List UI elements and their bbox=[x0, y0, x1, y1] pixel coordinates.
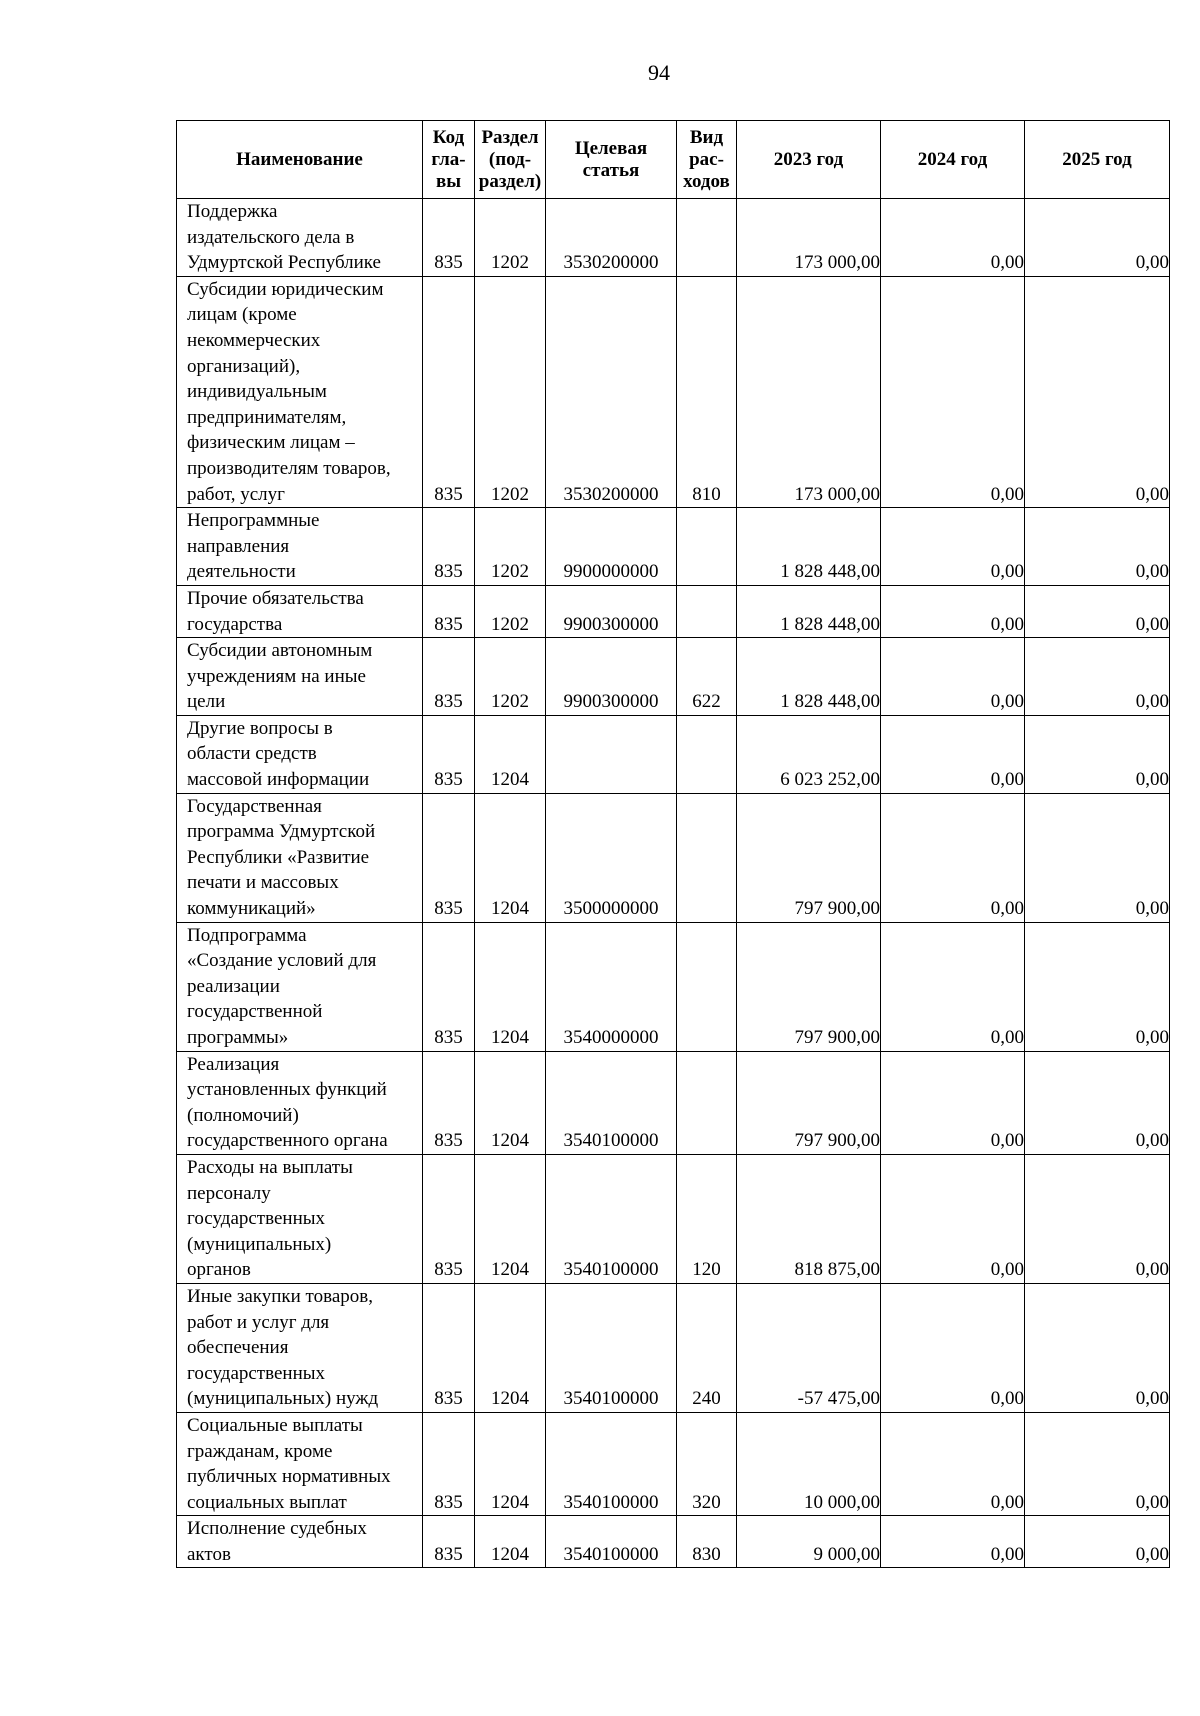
row-amount-2024: 0,00 bbox=[881, 276, 1025, 507]
row-section: 1204 bbox=[475, 1154, 546, 1283]
row-amount-2024: 0,00 bbox=[881, 1412, 1025, 1515]
row-name: Прочие обязательства государства bbox=[177, 585, 423, 637]
row-section: 1204 bbox=[475, 1412, 546, 1515]
row-target: 3540100000 bbox=[546, 1412, 677, 1515]
row-type: 120 bbox=[677, 1154, 737, 1283]
row-code: 835 bbox=[423, 1051, 475, 1154]
table-row bbox=[177, 1412, 1170, 1515]
row-target: 3530200000 bbox=[546, 276, 677, 507]
row-amount-2025: 0,00 bbox=[1025, 638, 1170, 716]
table-row bbox=[177, 1051, 1170, 1154]
row-amount-2025: 0,00 bbox=[1025, 715, 1170, 793]
row-target: 3540100000 bbox=[546, 1154, 677, 1283]
row-amount-2025: 0,00 bbox=[1025, 922, 1170, 1051]
page-number: 94 bbox=[648, 60, 670, 85]
row-code: 835 bbox=[423, 276, 475, 507]
row-type: 830 bbox=[677, 1516, 737, 1568]
row-name: Субсидии автономным учреждениям на иные цели bbox=[177, 638, 423, 716]
row-code: 835 bbox=[423, 793, 475, 922]
row-code: 835 bbox=[423, 922, 475, 1051]
row-amount-2024: 0,00 bbox=[881, 922, 1025, 1051]
row-amount-2025: 0,00 bbox=[1025, 276, 1170, 507]
row-section: 1202 bbox=[475, 585, 546, 637]
row-amount-2023: 10 000,00 bbox=[737, 1412, 881, 1515]
row-type: 810 bbox=[677, 276, 737, 507]
row-name: Другие вопросы в области средств массовой информации bbox=[177, 715, 423, 793]
row-section: 1204 bbox=[475, 715, 546, 793]
table-row bbox=[177, 793, 1170, 922]
row-name: Исполнение судебных актов bbox=[177, 1516, 423, 1568]
table-row bbox=[177, 508, 1170, 586]
row-target: 9900000000 bbox=[546, 508, 677, 586]
row-section: 1204 bbox=[475, 1516, 546, 1568]
header-target: Целевая статья bbox=[546, 121, 677, 199]
row-code: 835 bbox=[423, 585, 475, 637]
row-target: 3530200000 bbox=[546, 199, 677, 277]
row-amount-2025: 0,00 bbox=[1025, 1051, 1170, 1154]
row-amount-2025: 0,00 bbox=[1025, 1412, 1170, 1515]
row-target: 3540000000 bbox=[546, 922, 677, 1051]
table-row bbox=[177, 638, 1170, 716]
row-amount-2025: 0,00 bbox=[1025, 1154, 1170, 1283]
row-amount-2024: 0,00 bbox=[881, 199, 1025, 277]
row-amount-2023: 818 875,00 bbox=[737, 1154, 881, 1283]
row-amount-2023: -57 475,00 bbox=[737, 1283, 881, 1412]
row-code: 835 bbox=[423, 1283, 475, 1412]
row-amount-2024: 0,00 bbox=[881, 508, 1025, 586]
table-row bbox=[177, 1283, 1170, 1412]
row-name: Государственная программа Удмуртской Республики «Развитие печати и массовых коммуникаций» bbox=[177, 793, 423, 922]
row-type: 622 bbox=[677, 638, 737, 716]
table-row bbox=[177, 715, 1170, 793]
row-type bbox=[677, 585, 737, 637]
row-code: 835 bbox=[423, 508, 475, 586]
row-code: 835 bbox=[423, 638, 475, 716]
row-amount-2024: 0,00 bbox=[881, 1516, 1025, 1568]
table-row bbox=[177, 199, 1170, 277]
row-amount-2023: 1 828 448,00 bbox=[737, 585, 881, 637]
table-row bbox=[177, 585, 1170, 637]
row-type bbox=[677, 715, 737, 793]
row-amount-2025: 0,00 bbox=[1025, 508, 1170, 586]
header-2023: 2023 год bbox=[737, 121, 881, 199]
row-section: 1202 bbox=[475, 276, 546, 507]
row-amount-2024: 0,00 bbox=[881, 715, 1025, 793]
budget-table bbox=[176, 120, 1170, 1568]
header-2024: 2024 год bbox=[881, 121, 1025, 199]
row-code: 835 bbox=[423, 1412, 475, 1515]
row-amount-2023: 1 828 448,00 bbox=[737, 508, 881, 586]
row-target: 9900300000 bbox=[546, 585, 677, 637]
header-code: Код гла-вы bbox=[423, 121, 475, 199]
row-section: 1204 bbox=[475, 922, 546, 1051]
row-code: 835 bbox=[423, 199, 475, 277]
row-amount-2024: 0,00 bbox=[881, 1154, 1025, 1283]
row-amount-2025: 0,00 bbox=[1025, 1283, 1170, 1412]
row-name: Иные закупки товаров, работ и услуг для обеспечения государственных (муниципальных) нужд bbox=[177, 1283, 423, 1412]
row-amount-2025: 0,00 bbox=[1025, 793, 1170, 922]
header-section: Раздел (под-раздел) bbox=[475, 121, 546, 199]
row-name: Непрограммные направления деятельности bbox=[177, 508, 423, 586]
row-amount-2024: 0,00 bbox=[881, 1051, 1025, 1154]
table-row bbox=[177, 1516, 1170, 1568]
row-name: Поддержка издательского дела в Удмуртской Республике bbox=[177, 199, 423, 277]
row-amount-2023: 9 000,00 bbox=[737, 1516, 881, 1568]
row-target: 3540100000 bbox=[546, 1283, 677, 1412]
row-name: Социальные выплаты гражданам, кроме публичных нормативных социальных выплат bbox=[177, 1412, 423, 1515]
row-type bbox=[677, 508, 737, 586]
row-amount-2023: 173 000,00 bbox=[737, 199, 881, 277]
row-amount-2025: 0,00 bbox=[1025, 585, 1170, 637]
row-section: 1204 bbox=[475, 1051, 546, 1154]
row-code: 835 bbox=[423, 715, 475, 793]
table-row bbox=[177, 922, 1170, 1051]
row-section: 1202 bbox=[475, 508, 546, 586]
row-amount-2023: 797 900,00 bbox=[737, 1051, 881, 1154]
header-name: Наименование bbox=[177, 121, 423, 199]
row-amount-2025: 0,00 bbox=[1025, 1516, 1170, 1568]
row-amount-2024: 0,00 bbox=[881, 793, 1025, 922]
row-type: 320 bbox=[677, 1412, 737, 1515]
row-target: 3500000000 bbox=[546, 793, 677, 922]
row-name: Реализация установленных функций (полномочий) государственного органа bbox=[177, 1051, 423, 1154]
row-amount-2023: 797 900,00 bbox=[737, 793, 881, 922]
row-amount-2023: 797 900,00 bbox=[737, 922, 881, 1051]
row-code: 835 bbox=[423, 1516, 475, 1568]
row-type bbox=[677, 1051, 737, 1154]
row-amount-2025: 0,00 bbox=[1025, 199, 1170, 277]
table-row bbox=[177, 1154, 1170, 1283]
table-row bbox=[177, 276, 1170, 507]
table-header-row bbox=[177, 121, 1170, 199]
row-amount-2024: 0,00 bbox=[881, 585, 1025, 637]
row-amount-2023: 6 023 252,00 bbox=[737, 715, 881, 793]
row-target: 3540100000 bbox=[546, 1516, 677, 1568]
row-name: Подпрограмма «Создание условий для реализации государственной программы» bbox=[177, 922, 423, 1051]
row-amount-2024: 0,00 bbox=[881, 1283, 1025, 1412]
row-target: 3540100000 bbox=[546, 1051, 677, 1154]
row-section: 1204 bbox=[475, 1283, 546, 1412]
row-type bbox=[677, 922, 737, 1051]
row-type bbox=[677, 793, 737, 922]
row-target: 9900300000 bbox=[546, 638, 677, 716]
row-code: 835 bbox=[423, 1154, 475, 1283]
row-section: 1204 bbox=[475, 793, 546, 922]
header-2025: 2025 год bbox=[1025, 121, 1170, 199]
row-name: Субсидии юридическим лицам (кроме некоммерческих организаций), индивидуальным предпринимателям, физическим лицам – производителям товаров, работ, услуг bbox=[177, 276, 423, 507]
row-section: 1202 bbox=[475, 638, 546, 716]
row-amount-2023: 173 000,00 bbox=[737, 276, 881, 507]
row-amount-2023: 1 828 448,00 bbox=[737, 638, 881, 716]
row-amount-2024: 0,00 bbox=[881, 638, 1025, 716]
row-section: 1202 bbox=[475, 199, 546, 277]
row-type bbox=[677, 199, 737, 277]
row-name: Расходы на выплаты персоналу государственных (муниципальных) органов bbox=[177, 1154, 423, 1283]
header-type: Вид рас-ходов bbox=[677, 121, 737, 199]
row-target bbox=[546, 715, 677, 793]
row-type: 240 bbox=[677, 1283, 737, 1412]
